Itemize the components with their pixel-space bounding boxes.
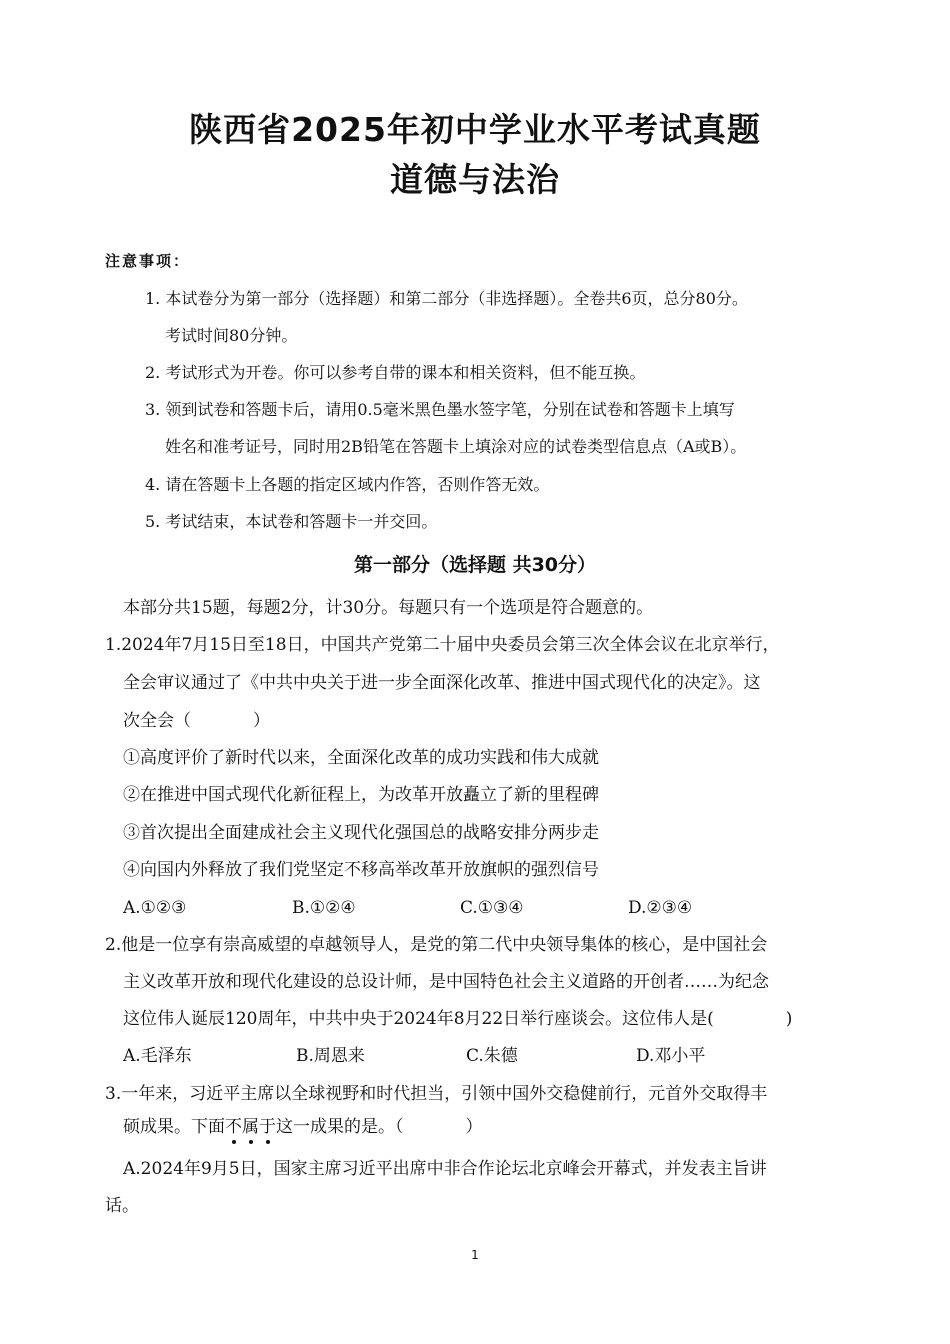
emphasis-char: 不 — [225, 1117, 242, 1137]
option-a-continued: 话。 — [105, 1196, 139, 1216]
option-d: D.邓小平 — [636, 1046, 706, 1066]
statement-1: ①高度评价了新时代以来，全面深化改革的成功实践和伟大成就 — [123, 748, 599, 768]
option-c: C.①③④ — [460, 898, 524, 918]
emphasis-char: 于 — [259, 1117, 276, 1137]
question-3-stem-end: 这一成果的是。（ — [276, 1117, 404, 1137]
page-title: 陕西省2025年初中学业水平考试真题 — [189, 110, 761, 149]
note-item-continued: 姓名和准考证号，同时用2B铅笔在答题卡上填涂对应的试卷类型信息点（A或B）。 — [165, 437, 747, 456]
emphasis-dot — [249, 1140, 253, 1144]
notes-heading: 注意事项： — [105, 252, 191, 270]
question-1-paren-close: ） — [253, 711, 270, 731]
statement-4: ④向国内外释放了我们党坚定不移高举改革开放旗帜的强烈信号 — [123, 860, 599, 880]
question-3-line — [123, 1115, 483, 1139]
emphasis-dot — [232, 1140, 236, 1144]
page-number: 1 — [471, 1248, 479, 1262]
note-item-continued: 考试时间80分钟。 — [165, 326, 298, 345]
question-2-paren-close: ) — [785, 1009, 793, 1029]
emphasis-char: 属 — [242, 1117, 259, 1137]
question-1-stem-end: 次全会（ — [123, 711, 191, 731]
option-b: B.①②④ — [292, 898, 356, 918]
option-a: A.①②③ — [123, 898, 187, 918]
question-3-line: 3.一年来，习近平主席以全球视野和时代担当，引领中国外交稳健前行，元首外交取得丰 — [105, 1084, 768, 1104]
note-item: 1. 本试卷分为第一部分（选择题）和第二部分（非选择题）。全卷共6页，总分80分。 — [145, 289, 748, 308]
question-3-stem: 硕成果。下面 — [123, 1117, 225, 1137]
statement-2: ②在推进中国式现代化新征程上，为改革开放矗立了新的里程碑 — [123, 785, 599, 805]
option-c: C.朱德 — [466, 1046, 518, 1066]
question-2-stem-end: 这位伟人诞辰120周年，中共中央于2024年8月22日举行座谈会。这位伟人是( — [123, 1009, 714, 1029]
note-item: 5. 考试结束，本试卷和答题卡一并交回。 — [145, 512, 438, 531]
question-1-line — [123, 709, 270, 733]
question-2-line: 2.他是一位享有崇高威望的卓越领导人，是党的第二代中央领导集体的核心，是中国社会 — [105, 935, 768, 955]
section-title: 第一部分（选择题 共30分） — [353, 554, 597, 576]
option-b: B.周恩来 — [296, 1046, 365, 1066]
section-intro: 本部分共15题，每题2分，计30分。每题只有一个选项是符合题意的。 — [123, 598, 654, 618]
question-2-line: 主义改革开放和现代化建设的总设计师，是中国特色社会主义道路的开创者……为纪念 — [123, 972, 769, 992]
question-1-line: 全会审议通过了《中共中央关于进一步全面深化改革、推进中国式现代化的决定》。这 — [123, 673, 761, 693]
question-3-paren-close: ） — [465, 1117, 483, 1137]
emphasis-dot — [266, 1140, 270, 1144]
note-item: 4. 请在答题卡上各题的指定区域内作答，否则作答无效。 — [145, 475, 550, 494]
option-a: A.2024年9月5日，国家主席习近平出席中非合作论坛北京峰会开幕式，并发表主旨讲 — [123, 1159, 767, 1179]
option-d: D.②③④ — [628, 898, 693, 918]
statement-3: ③首次提出全面建成社会主义现代化强国总的战略安排分两步走 — [123, 823, 599, 843]
question-1-line: 1.2024年7月15日至18日，中国共产党第二十届中央委员会第三次全体会议在北京举行， — [105, 635, 780, 655]
note-item: 2. 考试形式为开卷。你可以参考自带的课本和相关资料，但不能互换。 — [145, 363, 646, 382]
page-subtitle: 道德与法治 — [390, 160, 560, 199]
option-a: A.毛泽东 — [123, 1046, 192, 1066]
note-item: 3. 领到试卷和答题卡后，请用0.5毫米黑色墨水签字笔，分别在试卷和答题卡上填写 — [145, 400, 735, 419]
question-2-line — [123, 1007, 792, 1031]
